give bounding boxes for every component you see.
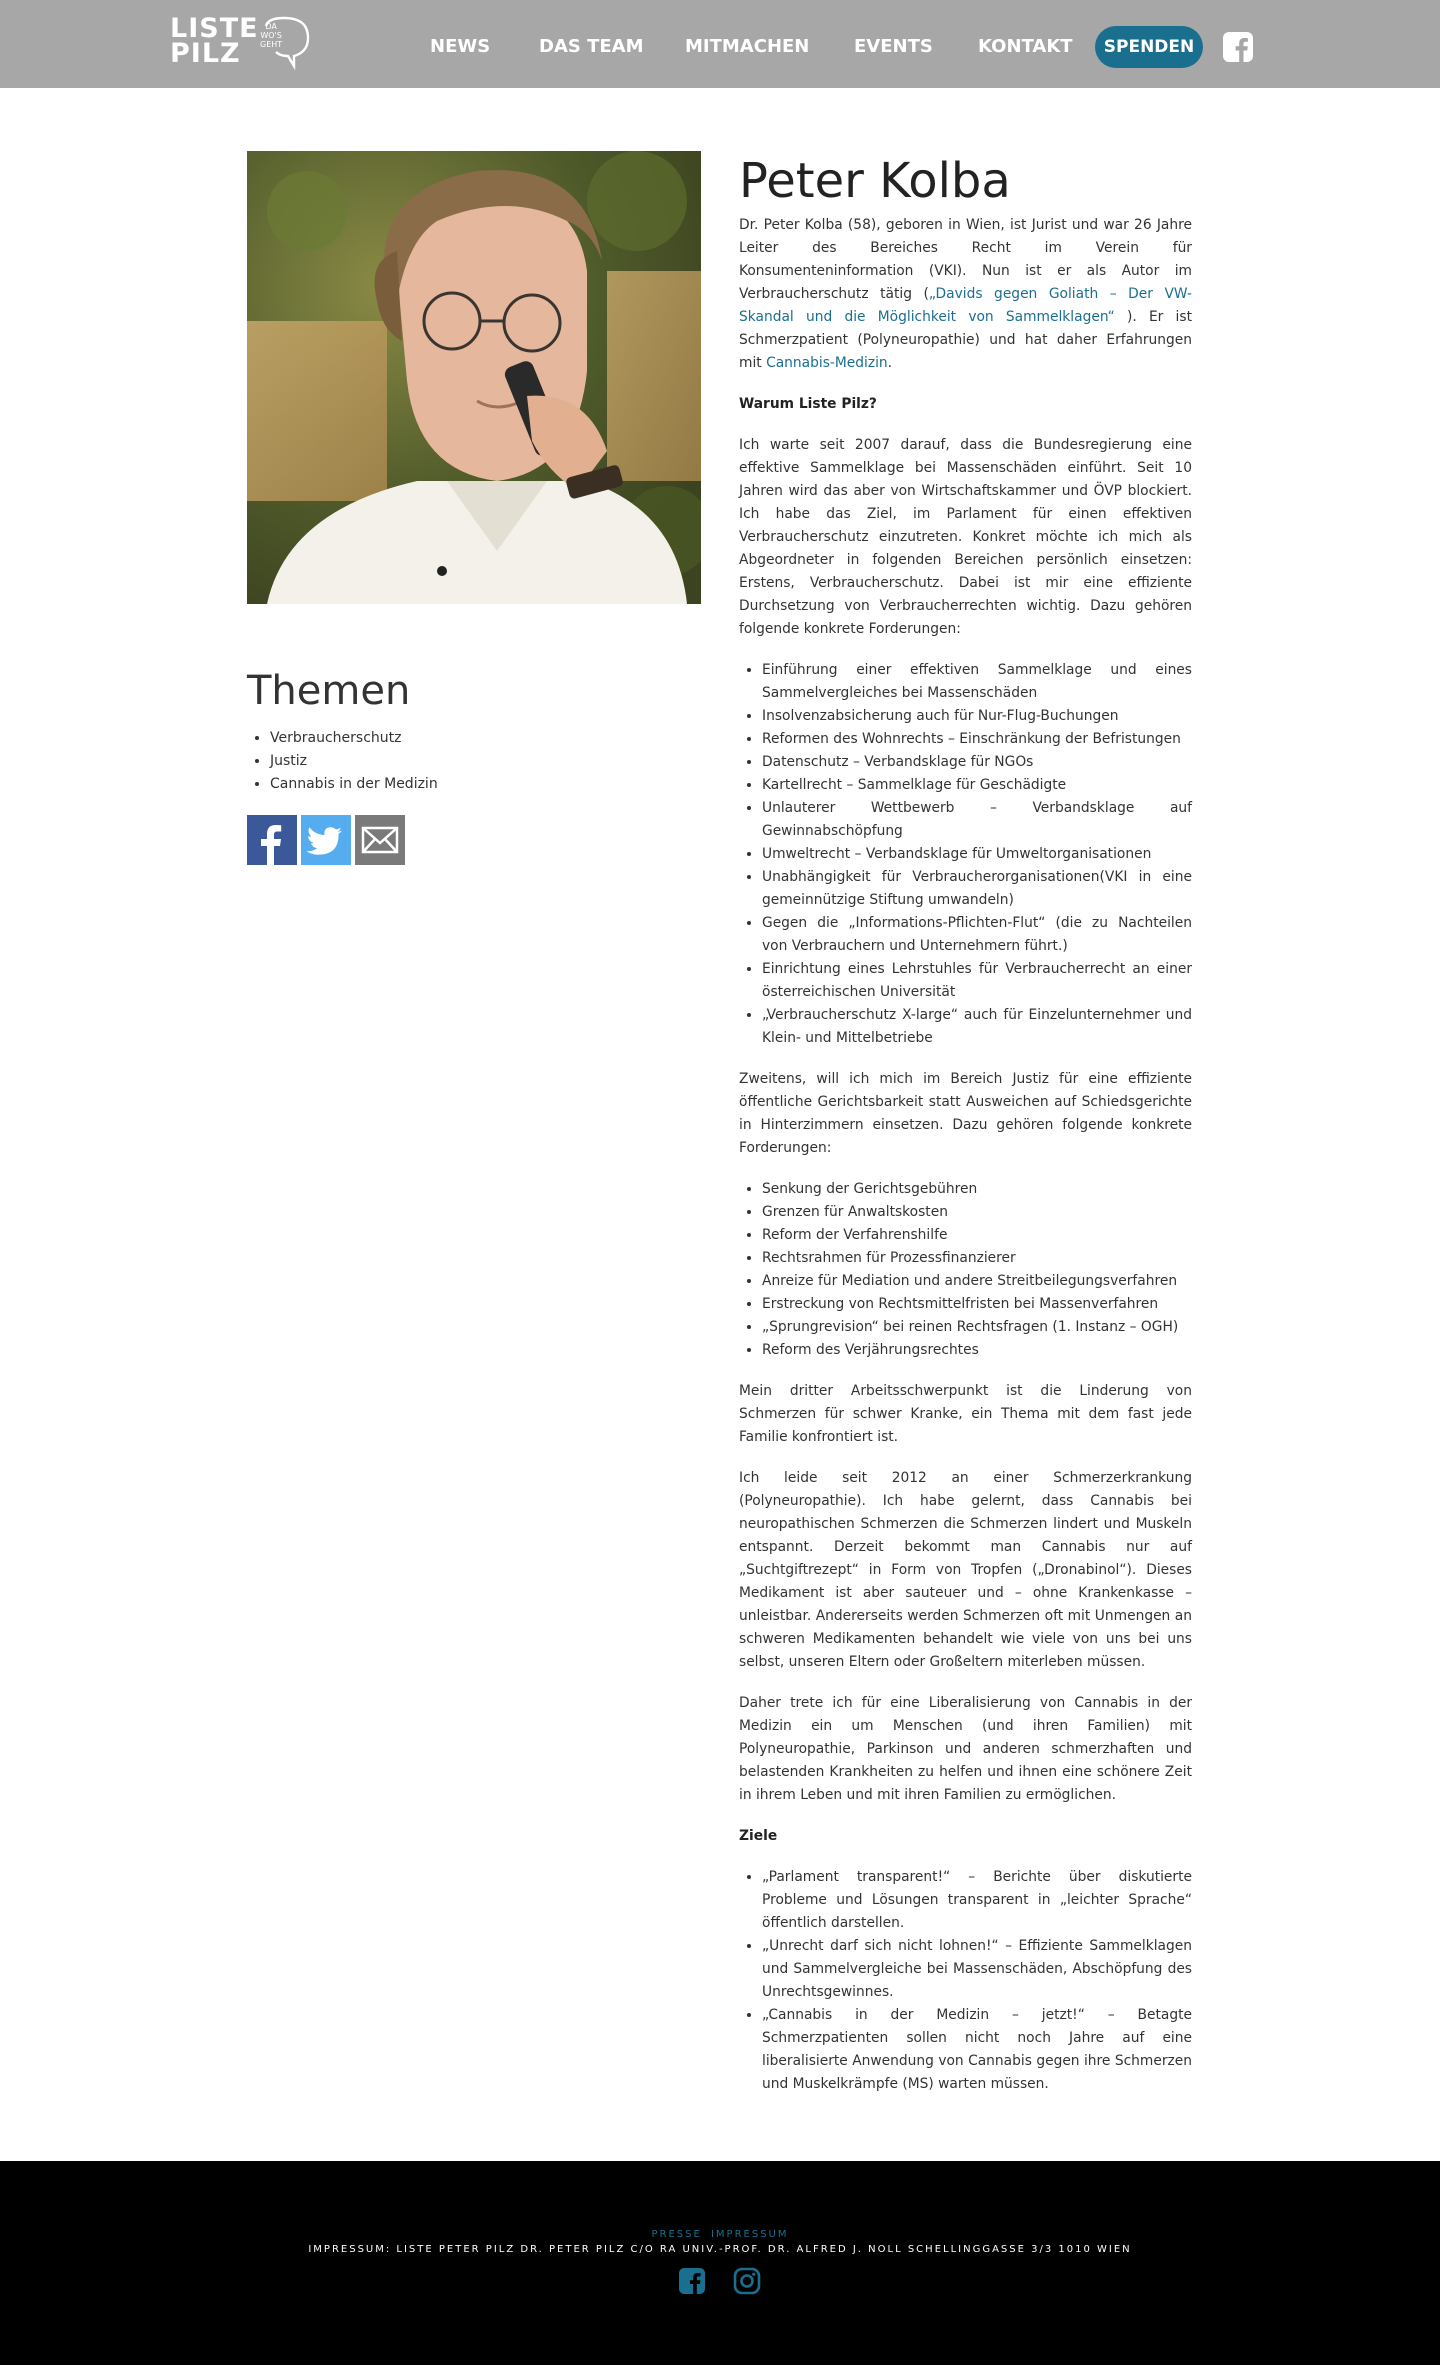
goals-list — [739, 1866, 1192, 2096]
themen-item: • Justiz — [270, 750, 438, 773]
nav-kontakt[interactable]: KONTAKT — [978, 36, 1073, 57]
list-item: • „Parlament transparent!“ – Berichte über diskutierte Probleme und Lösungen transparent in „leichter Sprache“ öffentlich darstellen. — [762, 1866, 1192, 1935]
intro-paragraph — [739, 214, 1192, 375]
facebook-icon[interactable] — [678, 2267, 706, 2295]
footer-link-impressum[interactable]: IMPRESSUM — [710, 2229, 789, 2240]
list-item: • Unabhängigkeit für Verbraucherorganisationen(VKI in eine gemeinnützige Stiftung umwandeln) — [762, 866, 1192, 912]
list-item: • Reformen des Wohnrechts – Einschränkung der Befristungen — [762, 728, 1192, 751]
logo-line-2: PILZ — [170, 38, 241, 69]
list-item: • Datenschutz – Verbandsklage für NGOs — [762, 751, 1192, 774]
intro-text-1: Dr. Peter Kolba (58), geboren in Wien, ist Jurist und war 26 Jahre Leiter des Bereiches Recht im Verein für Konsumenteninformation (VKI). Nun ist er als Autor im Verbraucherschutz tätig ( — [739, 217, 1192, 302]
intro-text-2: ). Er ist Schmerzpatient (Polyneuropathie) und hat daher Erfahrungen mit — [739, 309, 1192, 371]
footer-imprint: IMPRESSUM: LISTE PETER PILZ DR. PETER PILZ C/O RA UNIV.-PROF. DR. ALFRED J. NOLL SCHELLINGGASSE 3/3 1010 WIEN — [308, 2244, 1132, 2255]
list-item: • Unlauterer Wettbewerb – Verbandsklage auf Gewinnabschöpfung — [762, 797, 1192, 843]
nav-news[interactable]: NEWS — [430, 36, 491, 57]
footer-links — [0, 2229, 1440, 2240]
paragraph-pain-2: Ich leide seit 2012 an einer Schmerzerkrankung (Polyneuropathie). Ich habe gelernt, dass Cannabis bei neuropathischen Schmerzen die Schmerzen lindert und Muskeln entspannt. Derzeit bekommt man Cannabis nur auf „Suchtgiftrezept“ in Form von Tropfen („Dronabinol“). Dieses Medikament ist aber sauteuer und – ohne Krankenkasse – unleistbar. Andererseits werden Schmerzen oft mit Unmengen an schweren Medikamenten behandelt wie viele von uns bei uns selbst, unseren Eltern oder Großeltern miterleben müssen. — [739, 1470, 1192, 1670]
list-item: • Gegen die „Informations-Pflichten-Flut“ (die zu Nachteilen von Verbrauchern und Unternehmern führt.) — [762, 912, 1192, 958]
email-icon[interactable] — [355, 815, 405, 865]
list-item: • Umweltrecht – Verbandsklage für Umweltorganisationen — [762, 843, 1192, 866]
section-heading-goals: Ziele — [739, 1828, 778, 1844]
list-item: • „Cannabis in der Medizin – jetzt!“ – Betagte Schmerzpatienten sollen nicht noch Jahre auf eine liberalisierte Anwendung von Cannabis gegen ihre Schmerzen und Muskelkrämpfe (MS) warten müssen. — [762, 2004, 1192, 2096]
list-item: • Rechtsrahmen für Prozessfinanzierer — [762, 1247, 1192, 1270]
donate-button[interactable]: SPENDEN — [1095, 26, 1203, 68]
article — [739, 150, 1192, 2114]
nav-events[interactable]: EVENTS — [854, 36, 933, 57]
list-item: • Reform des Verjährungsrechtes — [762, 1339, 1192, 1362]
share-buttons — [247, 815, 407, 865]
intro-text-3: . — [887, 355, 893, 371]
nav-mitmachen[interactable]: MITMACHEN — [685, 36, 810, 57]
logo-line-1: LISTE — [170, 13, 259, 44]
book-link[interactable]: „Davids gegen Goliath – Der VW-Skandal und die Möglichkeit von Sammelklagen“ — [739, 286, 1192, 325]
site-header — [0, 0, 1440, 88]
paragraph-pain-1: Mein dritter Arbeitsschwerpunkt ist die Linderung von Schmerzen für schwer Kranke, ein Thema mit dem fast jede Familie konfrontiert ist. — [739, 1383, 1192, 1445]
section-heading-why: Warum Liste Pilz? — [739, 396, 877, 412]
list-item: • Grenzen für Anwaltskosten — [762, 1201, 1192, 1224]
list-item: • „Sprungrevision“ bei reinen Rechtsfragen (1. Instanz – OGH) — [762, 1316, 1192, 1339]
site-footer — [0, 2161, 1440, 2365]
logo-tag-3: GEHT — [260, 40, 283, 49]
paragraph-justice: Zweitens, will ich mich im Bereich Justiz für eine effiziente öffentliche Gerichtsbarkeit statt Ausweichen auf Schiedsgerichte in Hinterzimmern einsetzen. Dazu gehören folgende konkrete Forderungen: — [739, 1071, 1192, 1156]
list-item: • „Verbraucherschutz X-large“ auch für Einzelunternehmer und Klein- und Mittelbetriebe — [762, 1004, 1192, 1050]
themen-list — [247, 727, 438, 796]
list-item: • Anreize für Mediation und andere Streitbeilegungsverfahren — [762, 1270, 1192, 1293]
facebook-icon[interactable] — [1222, 31, 1254, 63]
list-item: • Kartellrecht – Sammelklage für Geschädigte — [762, 774, 1192, 797]
themen-title: Themen — [247, 668, 411, 714]
consumer-demands-list — [739, 659, 1192, 1050]
logo-tag-2: WO'S — [260, 31, 282, 40]
list-item: • Senkung der Gerichtsgebühren — [762, 1178, 1192, 1201]
paragraph-pain-3: Daher trete ich für eine Liberalisierung von Cannabis in der Medizin ein um Menschen (und ihren Familien) mit Polyneuropathie, Parkinson und anderen schmerzhaften und belastenden Krankheiten zu helfen und ihnen eine schönere Zeit in ihrem Leben und mit ihren Familien zu ermöglichen. — [739, 1695, 1192, 1803]
cannabis-medizin-link[interactable]: Cannabis-Medizin — [766, 355, 888, 371]
nav-das-team[interactable]: DAS TEAM — [539, 36, 644, 57]
list-item: • Insolvenzabsicherung auch für Nur-Flug-Buchungen — [762, 705, 1192, 728]
themen-item: • Cannabis in der Medizin — [270, 773, 438, 796]
instagram-icon[interactable] — [733, 2267, 761, 2295]
portrait-photo — [247, 151, 701, 604]
list-item: • Erstreckung von Rechtsmittelfristen bei Massenverfahren — [762, 1293, 1192, 1316]
footer-link-presse[interactable]: PRESSE — [651, 2229, 702, 2240]
facebook-icon[interactable] — [247, 815, 297, 865]
page-title: Peter Kolba — [739, 153, 1011, 209]
list-item: • „Unrecht darf sich nicht lohnen!“ – Effiziente Sammelklagen und Sammelvergleiche bei Massenschäden, Abschöpfung des Unrechtsgewinnes. — [762, 1935, 1192, 2004]
themen-item: • Verbraucherschutz — [270, 727, 438, 750]
list-item: • Einrichtung eines Lehrstuhles für Verbraucherrecht an einer österreichischen Universität — [762, 958, 1192, 1004]
paragraph-why: Ich warte seit 2007 darauf, dass die Bundesregierung eine effektive Sammelklage bei Massenschäden einführt. Seit 10 Jahren wird das aber von Wirtschaftskammer und ÖVP blockiert. Ich habe das Ziel, im Parlament für einen effektiven Verbraucherschutz einzutreten. Konkret möchte ich mich als Abgeordneter in folgenden Bereichen persönlich einsetzen: Erstens, Verbraucherschutz. Dabei ist mir eine effiziente Durchsetzung von Verbraucherrechten wichtig. Dazu gehören folgende konkrete Forderungen: — [739, 437, 1192, 637]
list-item: • Einführung einer effektiven Sammelklage und eines Sammelvergleiches bei Massenschäden — [762, 659, 1192, 705]
twitter-icon[interactable] — [301, 815, 351, 865]
logo-tag-1: DA — [265, 22, 277, 31]
list-item: • Reform der Verfahrenshilfe — [762, 1224, 1192, 1247]
justice-demands-list — [739, 1178, 1192, 1362]
